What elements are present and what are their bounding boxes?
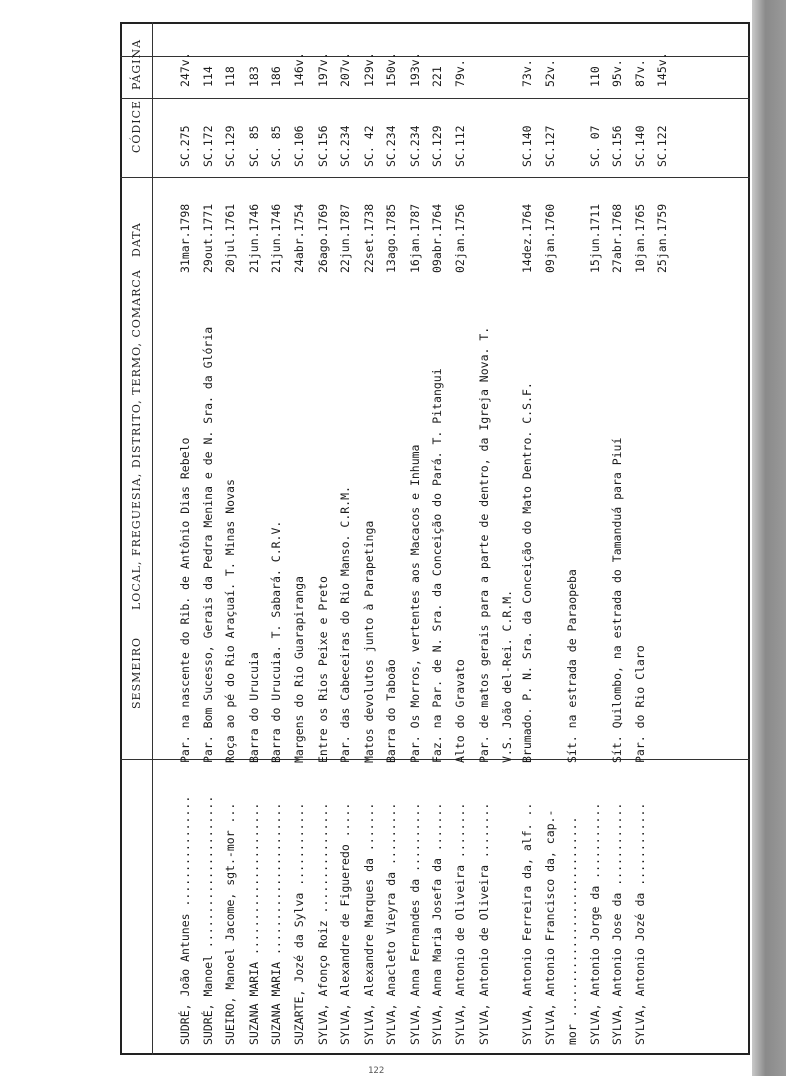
table-row <box>201 22 221 1055</box>
sesmeiro-cell: SYLVA, Antonio de Oliveira ........ <box>477 802 491 1045</box>
pagina-cell: 145v. <box>655 52 669 87</box>
sesmeiro-cell: SUEIRO, Manoel Jacome, sgt.-mor ... <box>223 802 237 1045</box>
date-cell: 09jan.1760 <box>543 203 557 273</box>
table-row <box>247 22 267 1055</box>
pagina-cell: 150v. <box>384 52 398 87</box>
table-row <box>565 22 585 1055</box>
codice-cell: SC. 85 <box>269 125 283 167</box>
pagina-cell: 110 <box>588 66 602 87</box>
pagina-cell: 146v. <box>292 52 306 87</box>
date-cell: 10jan.1765 <box>633 203 647 273</box>
local-cell: Sít. na estrada de Paraopeba <box>565 569 579 763</box>
date-cell: 22jun.1787 <box>338 203 352 273</box>
table-row <box>610 22 630 1055</box>
local-cell: V.S. João del-Rei. C.R.M. <box>500 589 514 763</box>
date-cell: 29out.1771 <box>201 203 215 273</box>
sesmeiro-cell: SYLVA, Antonio de Oliveira ........ <box>453 802 467 1045</box>
date-cell: 15jun.1711 <box>588 203 602 273</box>
local-cell: Barra do Taboão <box>384 659 398 763</box>
pagina-cell: 221 <box>430 66 444 87</box>
table-row <box>223 22 243 1055</box>
codice-cell: SC.122 <box>655 125 669 167</box>
local-cell: Entre os Rios Peixe e Preto <box>316 576 330 763</box>
table-row <box>384 22 404 1055</box>
codice-cell: SC. 42 <box>362 125 376 167</box>
header-codice: CÓDICE <box>130 99 143 153</box>
codice-cell: SC.127 <box>543 125 557 167</box>
date-cell: 24abr.1754 <box>292 203 306 273</box>
codice-cell: SC.172 <box>201 125 215 167</box>
sesmeiro-cell: SYLVA, Alexandre de Figueredo ..... <box>338 802 352 1045</box>
local-cell: Par. do Rio Claro <box>633 645 647 763</box>
sesmeiro-cell: SYLVA, Anna Fernandes da .......... <box>408 802 422 1045</box>
table-frame <box>120 22 750 1055</box>
table-row <box>316 22 336 1055</box>
local-cell: Matos devolutos junto à Parapetinga <box>362 520 376 763</box>
header-local: LOCAL, FREGUESIA, DISTRITO, TERMO, COMARCA <box>130 269 143 610</box>
date-cell: 16jan.1787 <box>408 203 422 273</box>
table-row <box>588 22 608 1055</box>
local-cell: Par. Os Morros, vertentes aos Macacos e Inhuma <box>408 444 422 763</box>
codice-cell: SC.140 <box>633 125 647 167</box>
table-row <box>633 22 653 1055</box>
date-cell: 14dez.1764 <box>520 203 534 273</box>
pagina-cell: 118 <box>223 66 237 87</box>
sesmeiro-cell: SUZARTE, Jozé da Sylva ............ <box>292 802 306 1045</box>
pagina-cell: 73v. <box>520 59 534 87</box>
date-cell: 27abr.1768 <box>610 203 624 273</box>
sesmeiro-cell: SYLVA, Anacleto Vieyra da ......... <box>384 802 398 1045</box>
sesmeiro-cell: SYLVA, Antonio Francisco da, cap.- <box>543 809 557 1045</box>
table-row <box>292 22 312 1055</box>
codice-cell: SC.112 <box>453 125 467 167</box>
sesmeiro-cell: SYLVA, Alexandre Marques da ....... <box>362 802 376 1045</box>
local-cell: Roça ao pé do Rio Araçuaí. T. Minas Novas <box>223 479 237 763</box>
sesmeiro-cell: SUDRÉ, João Antunes ................ <box>178 795 192 1045</box>
sesmeiro-cell: SUZANA MARIA ...................... <box>269 802 283 1045</box>
sesmeiro-cell: SYLVA, Afonço Roiz ................ <box>316 802 330 1045</box>
table-row <box>269 22 289 1055</box>
table-row <box>408 22 428 1055</box>
sesmeiro-cell: SYLVA, Antonio Jose da ............ <box>610 802 624 1045</box>
table-row <box>500 22 520 1055</box>
codice-cell: SC.156 <box>316 125 330 167</box>
codice-cell: SC.140 <box>520 125 534 167</box>
codice-cell: SC.234 <box>384 125 398 167</box>
table-row <box>520 22 540 1055</box>
header-data: DATA <box>130 222 143 257</box>
page-edge-shadow <box>752 0 786 1076</box>
codice-cell: SC.156 <box>610 125 624 167</box>
date-cell: 13ago.1785 <box>384 203 398 273</box>
table-row <box>338 22 358 1055</box>
local-cell: Par. das Cabeceiras do Rio Manso. C.R.M. <box>338 486 352 763</box>
date-cell: 31mar.1798 <box>178 203 192 273</box>
date-cell: 22set.1738 <box>362 203 376 273</box>
table-row <box>543 22 563 1055</box>
sesmeiro-cell: SUZANA MARIA ...................... <box>247 802 261 1045</box>
date-cell: 21jun.1746 <box>269 203 283 273</box>
pagina-cell: 95v. <box>610 59 624 87</box>
page-number: 122 <box>368 1066 385 1076</box>
table-row <box>477 22 497 1055</box>
pagina-cell: 186 <box>269 66 283 87</box>
table-row <box>178 22 198 1055</box>
date-cell: 20jul.1761 <box>223 203 237 273</box>
local-cell: Par. de matos gerais para a parte de dentro, da Igreja Nova. T. <box>477 326 491 763</box>
sesmeiro-cell: SYLVA, Anna Maria Josefa da ....... <box>430 802 444 1045</box>
codice-cell: SC.234 <box>338 125 352 167</box>
local-cell: Barra do Urucuia. T. Sabará. C.R.V. <box>269 520 283 763</box>
date-cell: 21jun.1746 <box>247 203 261 273</box>
table-row <box>430 22 450 1055</box>
pagina-cell: 114 <box>201 66 215 87</box>
date-cell: 26ago.1769 <box>316 203 330 273</box>
codice-cell: SC. 85 <box>247 125 261 167</box>
codice-cell: SC.234 <box>408 125 422 167</box>
sesmeiro-cell: SYLVA, Antonio Ferreira da, alf. .. <box>520 802 534 1045</box>
local-cell: Sít. Quilombo, na estrada do Tamanduá para Piuí <box>610 437 624 763</box>
sesmeiro-cell: SYLVA, Antonio Jozé da ............ <box>633 802 647 1045</box>
local-cell: Brumado. P. N. Sra. da Conceição do Mato Dentro. C.S.F. <box>520 382 534 763</box>
local-cell: Alto do Gravato <box>453 659 467 763</box>
codice-cell: SC.129 <box>223 125 237 167</box>
pagina-cell: 247v. <box>178 52 192 87</box>
pagina-cell: 207v. <box>338 52 352 87</box>
pagina-cell: 87v. <box>633 59 647 87</box>
table-row <box>362 22 382 1055</box>
table-row <box>655 22 675 1055</box>
header-sesmeiro: SESMEIRO <box>130 636 143 709</box>
rotated-table-content <box>120 22 750 1055</box>
pagina-cell: 193v. <box>408 52 422 87</box>
pagina-cell: 183 <box>247 66 261 87</box>
codice-cell: SC.106 <box>292 125 306 167</box>
pagina-cell: 129v. <box>362 52 376 87</box>
local-cell: Faz. na Par. de N. Sra. da Conceição do Pará. T. Pitangui <box>430 368 444 763</box>
table-row <box>453 22 473 1055</box>
sesmeiro-cell: SUDRÉ, Manoel ...................... <box>201 795 215 1045</box>
codice-cell: SC.275 <box>178 125 192 167</box>
codice-cell: SC.129 <box>430 125 444 167</box>
local-cell: Par. Bom Sucesso, Gerais da Pedra Menina e de N. Sra. da Glória <box>201 326 215 763</box>
sesmeiro-cell: SYLVA, Antonio Jorge da ........... <box>588 802 602 1045</box>
pagina-cell: 52v. <box>543 59 557 87</box>
pagina-cell: 79v. <box>453 59 467 87</box>
sesmeiro-cell: mor ............................. <box>565 816 579 1045</box>
local-cell: Par. na nascente do Rib. de Antônio Dias Rebelo <box>178 437 192 763</box>
date-cell: 02jan.1756 <box>453 203 467 273</box>
pagina-cell: 197v. <box>316 52 330 87</box>
local-cell: Barra do Urucuia <box>247 652 261 763</box>
header-pagina: PÁGINA <box>130 38 143 90</box>
date-cell: 09abr.1764 <box>430 203 444 273</box>
date-cell: 25jan.1759 <box>655 203 669 273</box>
codice-cell: SC. 07 <box>588 125 602 167</box>
local-cell: Margens do Rio Guarapiranga <box>292 576 306 763</box>
